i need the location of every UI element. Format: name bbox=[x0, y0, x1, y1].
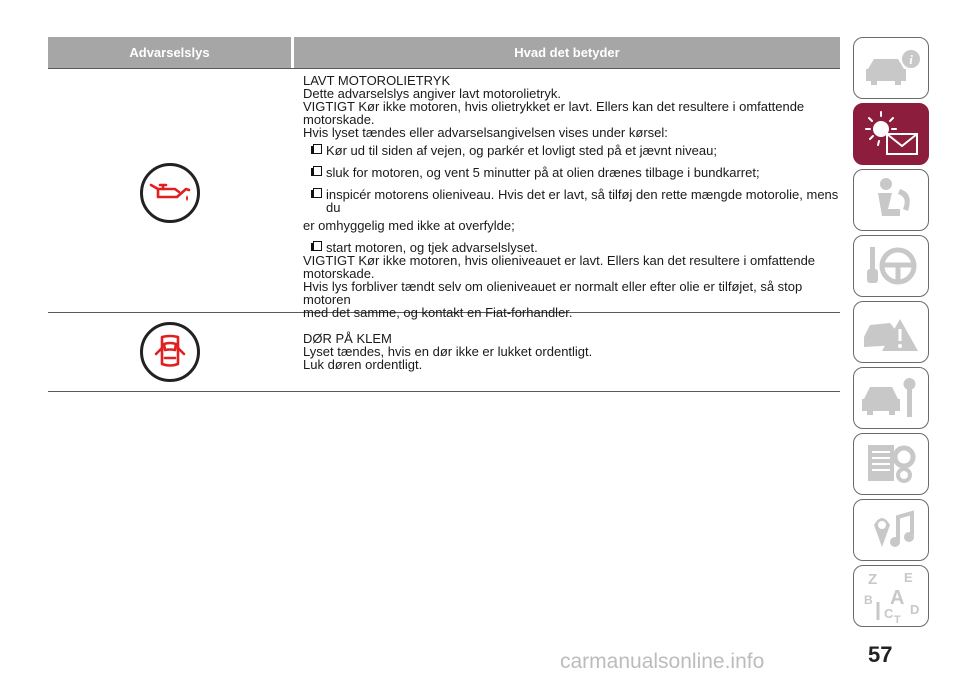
row-title: DØR PÅ KLEM bbox=[303, 331, 392, 346]
tab-technical-data[interactable] bbox=[853, 433, 929, 495]
desc-line: VIGTIGT Kør ikke motoren, hvis olietrykket er lavt. Ellers kan det resultere i omfattende bbox=[303, 99, 805, 114]
index-letter: C bbox=[884, 606, 894, 621]
tab-starting-driving[interactable] bbox=[853, 235, 929, 297]
desc-line: Lyset tændes, hvis en dør ikke er lukket ordentligt. bbox=[303, 344, 593, 359]
car-info-icon bbox=[860, 45, 922, 91]
desc-line: VIGTIGT Kør ikke motoren, hvis olieniveauet er lavt. Ellers kan det resultere i omfattende bbox=[303, 253, 816, 268]
index-letter: A bbox=[890, 587, 905, 609]
index-letter: E bbox=[904, 570, 913, 585]
table-row-oil-pressure bbox=[48, 69, 840, 320]
key-steering-wheel-icon bbox=[860, 241, 922, 291]
row-rule bbox=[48, 391, 840, 392]
row-title: LAVT MOTOROLIETRYK bbox=[303, 73, 451, 88]
chapter-sidebar bbox=[853, 37, 929, 631]
index-letter: D bbox=[910, 602, 920, 617]
svg-text:i: i bbox=[909, 52, 913, 67]
car-emergency-icon bbox=[860, 307, 922, 357]
tab-car-info[interactable] bbox=[853, 37, 929, 99]
desc-line: Hvis lyset tændes eller advarselsangivelsen vises under kørsel: bbox=[303, 125, 668, 140]
icon-cell bbox=[48, 313, 291, 391]
warning-lights-table bbox=[48, 37, 840, 392]
page-number: 57 bbox=[868, 642, 893, 667]
index-letter: Z bbox=[868, 571, 878, 588]
warning-light-message-icon bbox=[860, 109, 922, 159]
tab-warning-lights[interactable] bbox=[853, 103, 929, 165]
index-letter: T bbox=[894, 614, 901, 624]
table-header bbox=[48, 37, 840, 68]
bullet-item: inspicér motorens olieniveau. Hvis det er lavt, så tilføj den rette mængde motorolie, mens du bbox=[311, 188, 840, 214]
technical-data-icon bbox=[860, 439, 922, 489]
door-ajar-icon bbox=[140, 322, 200, 382]
checkbox-bullet-icon bbox=[311, 144, 321, 155]
tab-seats-airbags[interactable] bbox=[853, 169, 929, 231]
tab-emergency[interactable] bbox=[853, 301, 929, 363]
table-row-door-ajar bbox=[48, 313, 840, 391]
bullet-item: sluk for motoren, og vent 5 minutter på at olien drænes tilbage i bundkarret; bbox=[311, 166, 840, 179]
bullet-continuation: er omhyggelig med ikke at overfylde; bbox=[303, 218, 515, 233]
desc-line: Hvis lys forbliver tændt selv om olieniveauet er normalt eller efter olie er tilføjet, så stop motoren bbox=[303, 279, 803, 307]
multimedia-icon bbox=[860, 505, 922, 555]
seat-airbag-icon bbox=[860, 175, 922, 225]
bullet-item: start motoren, og tjek advarselslyset. bbox=[311, 241, 840, 254]
checkbox-bullet-icon bbox=[311, 188, 321, 199]
description-cell bbox=[291, 74, 840, 319]
oil-pressure-icon bbox=[140, 163, 200, 223]
index-letters-icon bbox=[860, 568, 922, 624]
desc-line: Dette advarselslys angiver lavt motorolietryk. bbox=[303, 86, 561, 101]
tab-multimedia[interactable] bbox=[853, 499, 929, 561]
watermark: carmanualsonline.info bbox=[560, 650, 765, 673]
header-warning-light: Advarselslys bbox=[48, 37, 291, 68]
header-meaning: Hvad det betyder bbox=[294, 37, 840, 68]
desc-line: Luk døren ordentligt. bbox=[303, 357, 423, 372]
description-cell bbox=[291, 332, 840, 371]
desc-line: med det samme, og kontakt en Fiat-forhandler. bbox=[303, 305, 573, 320]
checkbox-bullet-icon bbox=[311, 166, 321, 177]
checkbox-bullet-icon bbox=[311, 241, 321, 252]
tab-index[interactable] bbox=[853, 565, 929, 627]
index-letter: B bbox=[864, 593, 873, 607]
tab-maintenance[interactable] bbox=[853, 367, 929, 429]
bullet-item: Kør ud til siden af vejen, og parkér et lovligt sted på et jævnt niveau; bbox=[311, 144, 840, 157]
desc-line: motorskade. bbox=[303, 266, 375, 281]
icon-cell bbox=[48, 69, 291, 312]
car-maintenance-icon bbox=[860, 373, 922, 423]
desc-line: motorskade. bbox=[303, 112, 375, 127]
